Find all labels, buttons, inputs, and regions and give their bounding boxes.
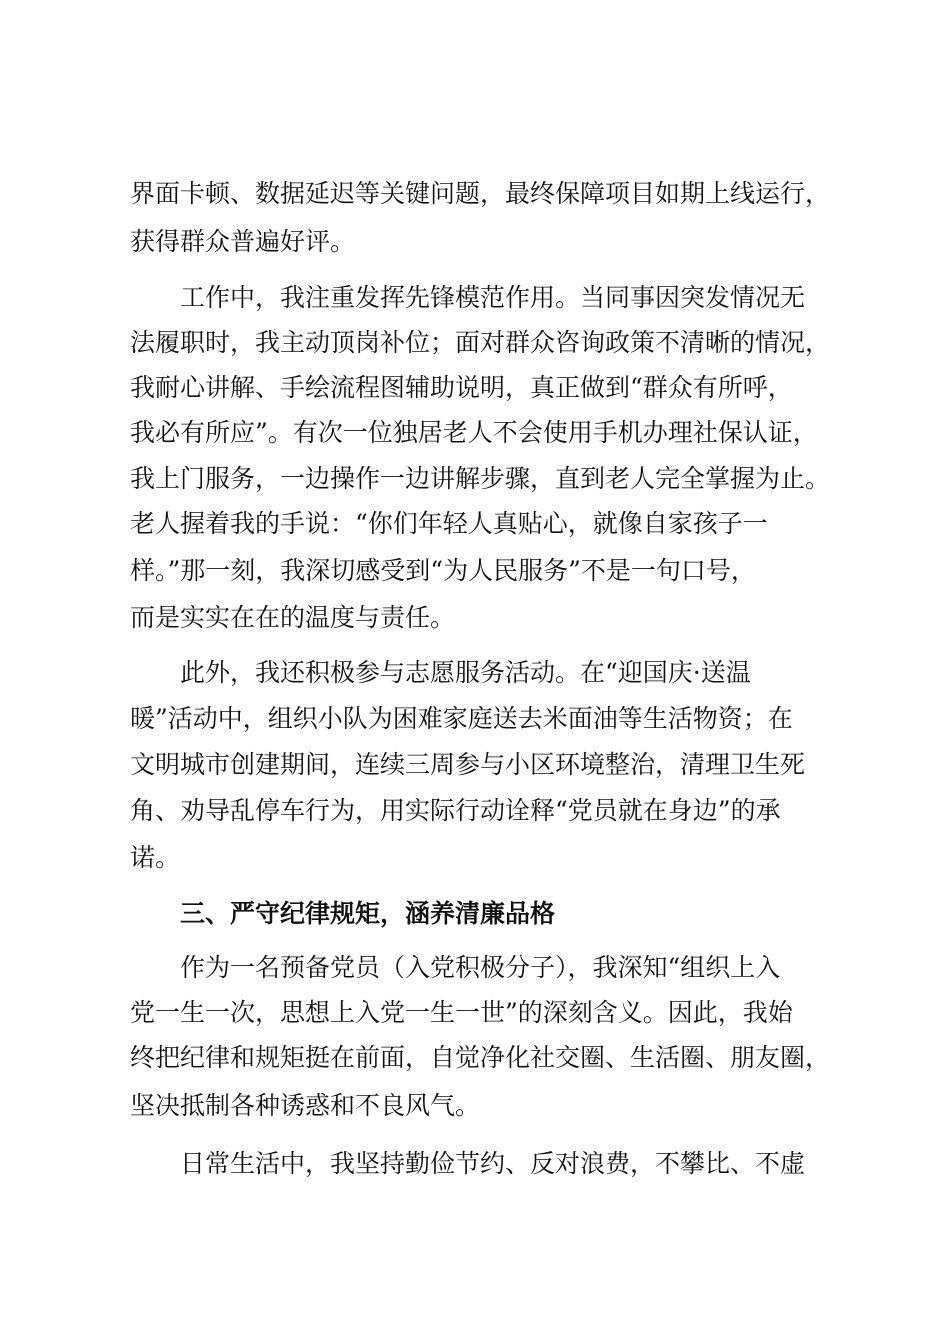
text-line: 党一生一次，思想上入党一生一世”的深刻含义。因此，我始 <box>130 998 793 1027</box>
text-line: 获得群众普遍好评。 <box>130 227 356 256</box>
section-heading: 三、严守纪律规矩，涵养清廉品格 <box>180 899 556 928</box>
text-line: 我必有所应”。有次一位独居老人不会使用手机办理社保认证， <box>130 418 818 447</box>
text-line: 而是实实在在的温度与责任。 <box>130 603 456 632</box>
text-line: 文明城市创建期间，连续三周参与小区环境整治，清理卫生死 <box>130 750 806 779</box>
paragraph-start-line: 此外，我还积极参与志愿服务活动。在“迎国庆·送温 <box>180 658 751 687</box>
text-line: 诺。 <box>130 843 181 872</box>
text-line: 法履职时，我主动顶岗补位；面对群众咨询政策不清晰的情况， <box>130 328 831 357</box>
paragraph-start-line: 作为一名预备党员（入党积极分子），我深知“组织上入 <box>180 953 781 982</box>
text-line: 界面卡顿、数据延迟等关键问题，最终保障项目如期上线运行， <box>130 179 831 208</box>
paragraph-start-line: 日常生活中，我坚持勤俭节约、反对浪费，不攀比、不虚 <box>180 1149 806 1178</box>
text-line: 暖”活动中，组织小队为困难家庭送去米面油等生活物资；在 <box>130 704 793 733</box>
text-line: 角、劝导乱停车行为，用实际行动诠释“党员就在身边”的承 <box>130 796 781 825</box>
text-line: 我上门服务，一边操作一边讲解步骤，直到老人完全掌握为止。 <box>130 464 831 493</box>
text-line: 终把纪律和规矩挺在前面，自觉净化社交圈、生活圈、朋友圈， <box>130 1043 831 1072</box>
text-line: 老人握着我的手说：“你们年轻人真贴心，就像自家孩子一 <box>130 509 768 538</box>
paragraph-start-line: 工作中，我注重发挥先锋模范作用。当同事因突发情况无 <box>180 283 806 312</box>
text-line: 坚决抵制各种诱惑和不良风气。 <box>130 1091 481 1120</box>
text-line: 我耐心讲解、手绘流程图辅助说明，真正做到“群众有所呼， <box>130 373 793 402</box>
text-line: 样。”那一刻，我深切感受到“为人民服务”不是一句口号， <box>130 556 756 585</box>
